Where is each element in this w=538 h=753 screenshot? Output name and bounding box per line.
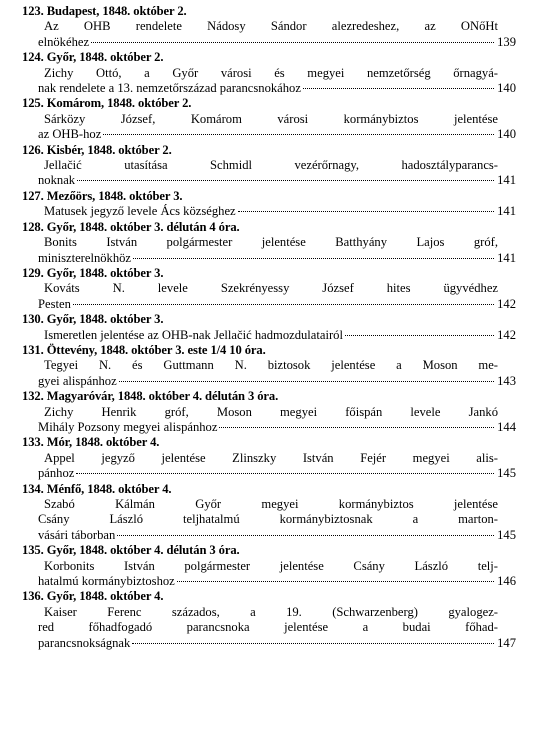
dot-leader [238, 211, 494, 212]
entry-last-text: Ismeretlen jelentése az OHB-nak Jellačić hadmozdulatairól [44, 327, 343, 342]
entry-last-text: elnökéhez [38, 34, 90, 49]
entry-description-line: Tegyei N. és Guttmann N. biztosok jelentése a Moson me- [44, 358, 498, 373]
entry-heading: 126. Kisbér, 1848. október 2. [22, 142, 172, 157]
entry-last-text: parancsnokságnak [38, 635, 131, 650]
entry-description-line: Csány László teljhatalmú kormánybiztosnak a marton- [38, 512, 498, 527]
entry-description-line: Sárközy József, Komárom városi kormánybiztos jelentése [44, 111, 498, 126]
entry-last-text: noknak [38, 173, 76, 188]
page-number: 140 [497, 81, 516, 96]
entry-heading: 129. Győr, 1848. október 3. [22, 265, 164, 280]
dot-leader [76, 473, 494, 474]
dot-leader [119, 381, 494, 382]
toc-entry [22, 543, 516, 589]
page-number: 139 [497, 34, 516, 49]
dot-leader [177, 581, 494, 582]
entry-last-line [22, 35, 516, 50]
entry-last-line [22, 127, 516, 142]
dot-leader [77, 180, 494, 181]
toc-entry [22, 343, 516, 389]
entry-heading: 130. Győr, 1848. október 3. [22, 312, 164, 327]
entry-description-line: Korbonits István polgármester jelentése Csány László telj- [44, 558, 498, 573]
entry-heading: 125. Komárom, 1848. október 2. [22, 96, 192, 111]
entry-last-text: nak rendelete a 13. nemzetőrszázad parancsnokához [38, 81, 301, 96]
entry-description-line: Bonits István polgármester jelentése Batthyány Lajos gróf, [44, 235, 498, 250]
entry-last-line [22, 466, 516, 481]
entry-description-line: Az OHB rendelete Nádosy Sándor alezredeshez, az ONőHt [44, 19, 498, 34]
toc-entry [22, 220, 516, 266]
entry-description-line: red főhadfogadó parancsnoka jelentése a budai főhad- [38, 620, 498, 635]
entry-last-line [22, 374, 516, 389]
entry-description-line: Szabó Kálmán Győr megyei kormánybiztos jelentése [44, 497, 498, 511]
entry-last-text: Mihály Pozsony megyei alispánhoz [38, 419, 218, 434]
entry-last-line [22, 204, 516, 219]
entry-last-line [22, 574, 516, 589]
entry-last-text: az OHB-hoz [38, 127, 102, 142]
entry-heading: 133. Mór, 1848. október 4. [22, 435, 160, 450]
toc-entry [22, 589, 516, 651]
entry-last-text: Pesten [38, 296, 71, 311]
dot-leader [219, 427, 494, 428]
entry-last-line [22, 328, 516, 343]
page-number: 144 [497, 419, 516, 434]
entry-heading: 131. Öttevény, 1848. október 3. este 1/4 10 óra. [22, 342, 266, 357]
entry-last-line [22, 81, 516, 96]
dot-leader [133, 258, 494, 259]
entry-description-line: Jellačić utasítása Schmidl vezérőrnagy, hadosztályparancs- [44, 158, 498, 173]
entry-last-line [22, 297, 516, 312]
dot-leader [132, 643, 494, 644]
page-number: 142 [497, 296, 516, 311]
page-number: 143 [497, 373, 516, 388]
entry-heading: 135. Győr, 1848. október 4. délután 3 óra. [22, 543, 240, 558]
entry-last-text: Matusek jegyző levele Ács községhez [44, 204, 236, 219]
page-number: 141 [497, 250, 516, 265]
entry-last-text: pánhoz [38, 466, 75, 481]
dot-leader [303, 88, 494, 89]
toc-entry [22, 482, 516, 544]
page-number: 146 [497, 574, 516, 589]
entry-heading: 124. Győr, 1848. október 2. [22, 50, 164, 65]
toc-entry [22, 189, 516, 220]
entry-heading: 132. Magyaróvár, 1848. október 4. délután 3 óra. [22, 389, 279, 404]
entry-last-text: miniszterelnökhöz [38, 250, 132, 265]
dot-leader [117, 535, 494, 536]
entry-last-text: vásári táborban [38, 527, 116, 542]
page-number: 142 [497, 327, 516, 342]
entry-description-line: Kováts N. levele Szekrényessy József hites ügyvédhez [44, 281, 498, 296]
entry-description-line: Appel jegyző jelentése Zlinszky István Fejér megyei alis- [44, 450, 498, 465]
entry-last-text: gyei alispánhoz [38, 373, 117, 388]
dot-leader [73, 304, 494, 305]
entry-last-line [22, 528, 516, 543]
toc-entry [22, 312, 516, 343]
toc-entry [22, 96, 516, 142]
toc-entry [22, 435, 516, 481]
entry-description-line: Kaiser Ferenc százados, a 19. (Schwarzenberg) gyalogez- [44, 604, 498, 619]
dot-leader [103, 134, 494, 135]
page-number: 145 [497, 466, 516, 481]
page-number: 141 [497, 173, 516, 188]
toc-entry [22, 266, 516, 312]
entry-heading: 128. Győr, 1848. október 3. délután 4 óra. [22, 219, 240, 234]
toc-entry [22, 389, 516, 435]
entry-description-line: Zichy Henrik gróf, Moson megyei főispán levele Jankó [44, 404, 498, 419]
page-number: 141 [497, 204, 516, 219]
entry-last-line [22, 420, 516, 435]
entry-last-line [22, 173, 516, 188]
dot-leader [345, 335, 494, 336]
entry-heading: 136. Győr, 1848. október 4. [22, 589, 164, 604]
entry-heading: 127. Mezőörs, 1848. október 3. [22, 188, 183, 203]
entry-last-line [22, 636, 516, 651]
page-number: 145 [497, 527, 516, 542]
entry-heading: 134. Ménfő, 1848. október 4. [22, 481, 172, 496]
entry-last-line [22, 251, 516, 266]
entry-last-text: hatalmú kormánybiztoshoz [38, 574, 175, 589]
page-number: 147 [497, 635, 516, 650]
page-number: 140 [497, 127, 516, 142]
toc-entry [22, 143, 516, 189]
toc-entry [22, 4, 516, 50]
entry-heading: 123. Budapest, 1848. október 2. [22, 4, 187, 18]
toc-entry [22, 50, 516, 96]
entry-description-line: Zichy Ottó, a Győr városi és megyei nemzetőrség őrnagyá- [44, 65, 498, 80]
dot-leader [91, 42, 494, 43]
